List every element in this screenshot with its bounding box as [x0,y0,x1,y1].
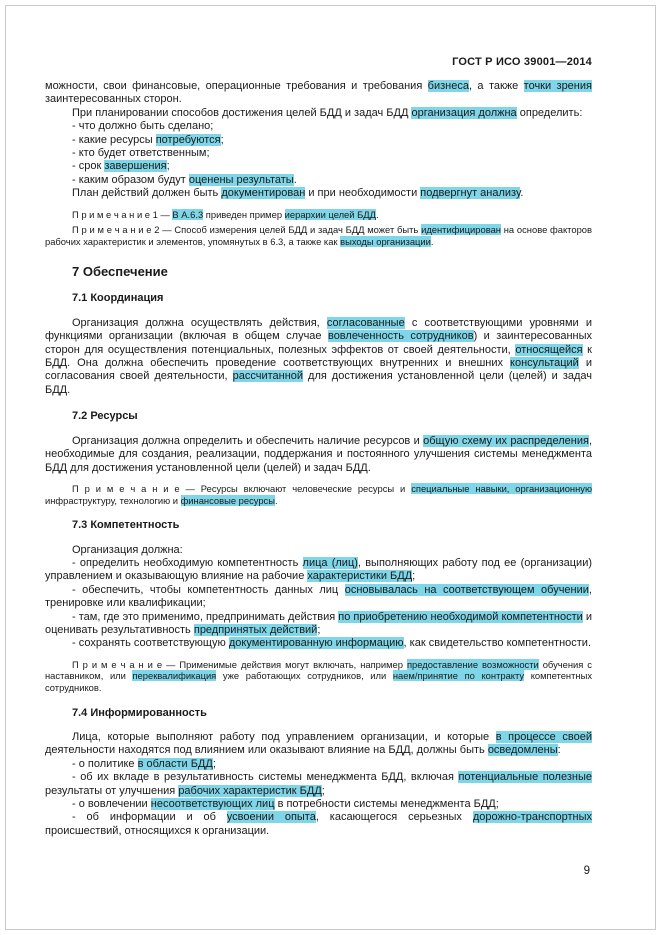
note-paragraph [45,224,592,247]
highlighted-text: характеристики БДД [307,570,413,583]
text-segment: , тренировке или квалификации; [45,583,592,610]
paragraph [45,731,592,758]
text-segment: для достижения установленной цели (целей) и задач БДД. [45,370,593,396]
text-segment: - кто будет ответственным; [72,147,210,160]
text-segment: . [274,494,278,506]
highlighted-text: оценены результаты [188,173,294,186]
highlighted-text: организация должна [411,106,517,119]
text-segment: и при необходимости [305,187,421,200]
highlighted-text: наем/принятие по контракту [392,670,525,682]
text-segment: : [557,744,561,757]
text-segment: 7.4 Информированность [72,706,207,719]
paragraph [45,811,592,838]
document-page [5,5,656,930]
text-segment: . [375,208,379,220]
text-segment: - о вовлечении [72,797,151,810]
text-segment: заинтересованных сторон. [45,93,182,106]
highlighted-text: специальные навыки, организационную [411,482,592,494]
text-segment: - какие ресурсы [72,133,156,146]
paragraph [45,120,592,133]
section-heading [45,292,592,305]
paragraph [45,174,592,187]
highlighted-text: в процессе своей [495,730,592,743]
text-segment: - определить необходимую компетентность [72,556,303,569]
paragraph [45,771,592,798]
highlighted-text: рассчитанной [232,370,304,383]
highlighted-text: завершения [104,160,167,173]
text-segment: - об их вкладе в результативность системы менеджмента БДД, включая [72,771,459,784]
text-segment: - об информации и об [72,811,227,824]
paragraph [45,187,592,200]
text-segment: П р и м е ч а н и е 1 — [72,208,173,220]
highlighted-text: дорожно-транспортных [472,811,592,824]
highlighted-text: идентифицирован [421,224,501,236]
section-heading [45,264,592,279]
text-segment: ; [166,160,170,173]
highlighted-text: бизнеса [427,80,469,92]
highlighted-text: переквалификация [132,670,217,682]
text-segment: с соответствующими уровнями и функциями организации (включая в общем случае [45,316,592,343]
text-segment: Организация должна: [72,543,183,556]
highlighted-text: предпринятых действий [193,623,318,636]
highlighted-text: усвоении опыта [226,811,316,824]
note-paragraph [45,659,592,694]
text-segment: - обеспечить, чтобы компетентность данных лиц [72,583,345,596]
section-heading [45,410,592,423]
text-segment: План действий должен быть [72,187,222,200]
highlighted-text: в области БДД [137,757,213,770]
highlighted-text: рабочих характеристик БДД [178,784,322,797]
text-segment: инфраструктуру, технологию и [45,494,181,506]
document-content [45,80,592,838]
highlighted-text: точки зрения [523,80,592,92]
text-segment: обучения с наставником, или [45,658,592,682]
text-segment: ; [220,133,224,146]
text-segment: - срок [72,160,105,173]
paragraph [45,611,592,638]
highlighted-text: подвергнут анализу [420,187,521,200]
highlighted-text: основывалась на соответствующем обучении [344,583,589,596]
paragraph [45,637,592,650]
highlighted-text: иерархии целей БДД [284,208,376,220]
paragraph [45,107,592,120]
text-segment: - каким образом будут [72,173,189,186]
paragraph [45,584,592,611]
text-segment: . [520,187,524,200]
text-segment: приведен пример [203,208,285,220]
text-segment: П р и м е ч а н и е — Ресурсы включают человеческие ресурсы и [72,482,412,494]
text-segment: к БДД. Она должна обеспечить проведение соответствующих внутренних и внешних [45,343,592,370]
text-segment: Организация должна определить и обеспечить наличие ресурсов и [72,434,424,447]
section-heading [45,519,592,532]
text-segment: 7.3 Компетентность [72,519,180,532]
text-segment: - что должно быть сделано; [72,120,214,133]
paragraph [45,317,592,397]
page-number: 9 [583,865,590,877]
text-segment: и оценивать результативность [45,610,593,636]
text-segment: . [293,173,297,186]
highlighted-text: выходы организации [340,235,431,247]
highlighted-text: относящейся [515,343,583,356]
text-segment: 7.1 Координация [72,292,164,305]
text-segment: ; [317,623,321,636]
paragraph [45,80,592,107]
text-segment: , а также [468,80,524,92]
text-segment: , выполняющих работу под ее (организации) управлением и оказывающую влияние на рабочие [45,556,593,583]
paragraph [45,544,592,557]
highlighted-text: несоответствующих лиц [150,797,275,810]
text-segment: - сохранять соответствующую [72,637,229,650]
text-segment: компетентных сотрудников. [45,670,593,693]
text-segment: уже работающих сотрудников, или [216,670,393,682]
text-segment: ) и заинтересованных сторон для осуществления потенциальных, полезных эффектов от своей деятельности, [45,330,593,356]
paragraph [45,160,592,173]
paragraph [45,147,592,160]
text-segment: , как свидетельство компетентности. [403,637,592,650]
highlighted-text: финансовые ресурсы [180,494,275,506]
highlighted-text: лица (лиц) [302,556,358,569]
highlighted-text: консультаций [510,357,579,370]
text-segment: - о политике [72,757,138,770]
text-segment: П р и м е ч а н и е — Применимые действия могут включать, например [72,658,407,670]
text-segment: Лица, которые выполняют работу под управлением организации, и которые [72,730,496,743]
text-segment: результаты от улучшения [45,784,179,797]
paragraph [45,798,592,811]
highlighted-text: В А.6.3 [172,208,204,220]
text-segment: ; [412,570,416,583]
text-segment: ; [212,757,216,770]
highlighted-text: согласованные [326,316,405,329]
text-segment: в потребности системы менеджмента БДД; [274,797,499,810]
paragraph [45,557,592,584]
highlighted-text: вовлеченность сотрудников [327,330,474,343]
highlighted-text: потенциальные полезные [458,771,592,784]
text-segment: П р и м е ч а н и е 2 — Способ измерения целей БДД и задач БДД может быть [72,224,422,236]
text-segment: , касающегося серьезных [315,811,473,824]
text-segment: можности, свои финансовые, операционные требования и требования [45,80,428,92]
text-segment: на основе факторов рабочих характеристик и элементов, упомянутых в 6.3, а также как [45,224,592,247]
text-segment: , необходимые для создания, реализации, поддержания и постоянного улучшения системы менеджмента БДД для достижения установленной цели (целей) и задач БДД. [45,434,593,474]
document-header [45,56,592,68]
highlighted-text: общую схему их распределения [423,434,589,447]
text-segment: определить: [516,106,583,119]
paragraph [45,435,592,475]
highlighted-text: документирован [221,187,306,200]
text-segment: 7.2 Ресурсы [72,410,138,423]
note-paragraph [45,483,592,506]
standard-number: ГОСТ Р ИСО 39001—2014 [452,56,592,68]
text-segment: ; [321,784,325,797]
text-segment: . [430,235,434,247]
text-segment: 7 Обеспечение [72,264,168,280]
text-segment: и согласования своей деятельности, [45,357,592,383]
text-segment: При планировании способов достижения целей БДД и задач БДД [72,106,412,119]
note-paragraph [45,209,592,221]
text-segment: происшествий, относящихся к организации. [45,824,270,837]
highlighted-text: по приобретению необходимой компетентности [338,610,583,623]
highlighted-text: осведомлены [487,744,558,757]
highlighted-text: предоставление возможности [406,658,539,670]
highlighted-text: документированную информацию [228,637,404,650]
text-segment: деятельности находятся под влиянием или оказывают влияние на БДД, должны быть [45,744,488,757]
text-segment: - там, где это применимо, предпринимать действия [72,610,339,623]
paragraph [45,758,592,771]
text-segment: Организация должна осуществлять действия, [72,316,327,329]
highlighted-text: потребуются [155,133,221,146]
paragraph [45,134,592,147]
section-heading [45,707,592,720]
